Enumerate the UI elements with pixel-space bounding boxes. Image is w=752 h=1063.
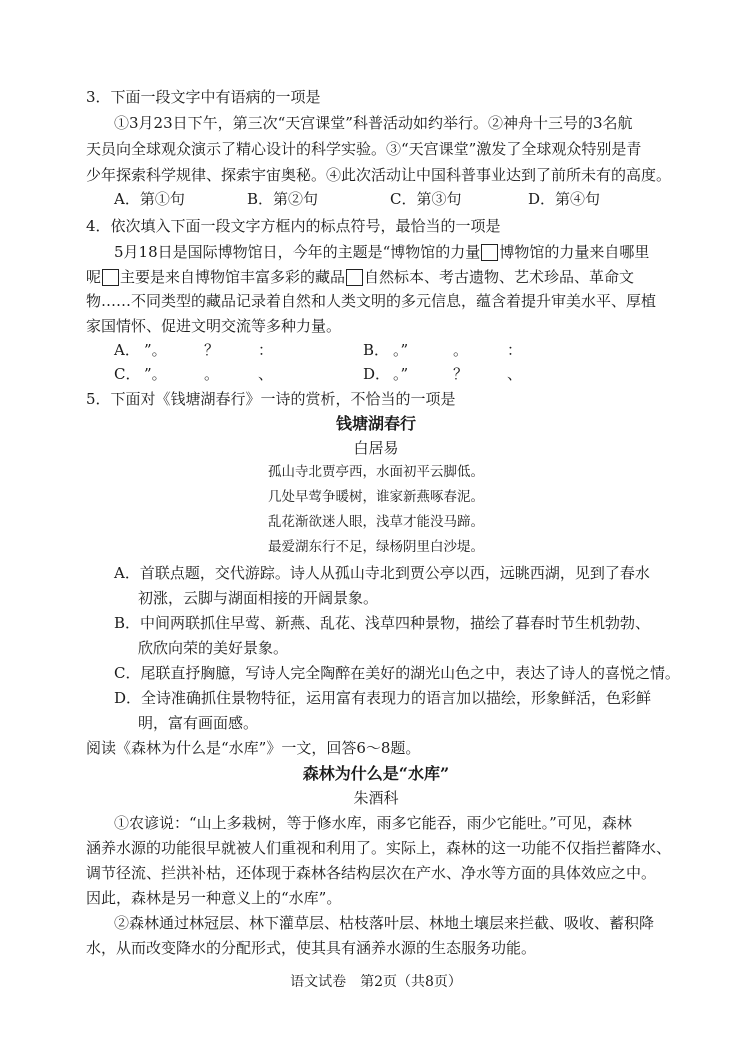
answer-box-1 [481,244,498,261]
q3-para-line: ①3月23日下午，第三次“天宫课堂”科普活动如约举行。②神舟十三号的3名航 [114,114,633,132]
reading-intro: 阅读《森林为什么是“水库”》一文，回答6～8题。 [86,739,421,757]
poem-line: 乱花渐欲迷人眼，浅草才能没马蹄。 [268,514,484,530]
q3-para-line: 少年探索科学规律、探索宇宙奥秘。④此次活动让中国科普事业达到了前所未有的高度。 [86,166,672,184]
reading-p1-line: 涵养水源的功能很早就被人们重视和利用了。实际上，森林的这一功能不仅指拦蓄降水、 [86,839,672,857]
poem-line: 最爱湖东行不足，绿杨阴里白沙堤。 [268,539,484,555]
reading-p1-line: ①农谚说：“山上多栽树，等于修水库，雨多它能吞，雨少它能吐。”可见，森林 [114,814,632,832]
reading-p1-line: 因此，森林是另一种意义上的“水库”。 [86,889,342,907]
q5-option-a: A．首联点题，交代游踪。诗人从孤山寺北到贾公亭以西，远眺西湖，见到了春水 [114,564,650,582]
poem-author: 白居易 [353,439,399,457]
q3-option-d: D．第④句 [528,190,601,208]
reading-p1-line: 调节径流、拦洪补枯，还体现于森林各结构层次在产水、净水等方面的具体效应之中。 [86,864,657,882]
q5-option-d: D．全诗准确抓住景物特征，运用富有表现力的语言加以描绘，形象鲜活，色彩鲜 [114,689,652,707]
q5-option-b: B．中间两联抓住早莺、新燕、乱花、浅草四种景物，描绘了暮春时节生机勃勃、 [114,614,651,632]
q4-line-2: 呢 主要是来自博物馆丰富多彩的藏品 自然标本、考古遗物、艺术珍品、革命文 [86,268,635,286]
q5-stem: 5．下面对《钱塘湖春行》一诗的赏析，不恰当的一项是 [86,390,456,408]
q4-option-b: B． 。” 。 ： [363,341,523,359]
q4-line-4: 家国情怀、促进文明交流等多种力量。 [86,317,342,335]
answer-box-2 [102,269,119,286]
reading-title: 森林为什么是“水库” [302,764,450,783]
q3-para-line: 天员向全球观众演示了精心设计的科学实验。③“天宫课堂”激发了全球观众特别是青 [86,140,642,158]
reading-p2-line: ②森林通过林冠层、林下灌草层、枯枝落叶层、林地土壤层来拦截、吸收、蓄积降 [114,914,655,932]
q5-option-a-cont: 初涨，云脚与湖面相接的开阔景象。 [138,589,379,607]
page-footer: 语文试卷 第2页（共8页） [290,974,462,990]
q4-option-d: D． 。” ？ 、 [363,365,523,383]
poem-line: 孤山寺北贾亭西，水面初平云脚低。 [268,464,484,480]
answer-box-3 [346,269,363,286]
q4-option-c: C． ”。 。 、 [114,365,274,383]
q4-stem: 4．依次填入下面一段文字方框内的标点符号，最恰当的一项是 [86,217,501,235]
q4-line-1: 5月18日是国际博物馆日，今年的主题是“博物馆的力量 博物馆的力量来自哪里 [114,243,650,261]
q3-option-c: C．第③句 [390,190,462,208]
poem-title: 钱塘湖春行 [335,414,416,433]
q3-option-a: A．第①句 [114,190,185,208]
q3-option-b: B．第②句 [247,190,319,208]
q3-stem: 3．下面一段文字中有语病的一项是 [86,88,321,106]
q5-option-d-cont: 明，富有画面感。 [138,714,259,732]
q4-line-3: 物……不同类型的藏品记录着自然和人类文明的多元信息，蕴含着提升审美水平、厚植 [86,292,657,310]
reading-author: 朱酒科 [353,789,399,807]
q4-option-a: A． ”。 ？ ： [114,341,274,359]
q5-option-b-cont: 欣欣向荣的美好景象。 [138,639,289,657]
reading-p2-line: 水，从而改变降水的分配形式，使其具有涵养水源的生态服务功能。 [86,939,537,957]
q5-option-c: C．尾联直抒胸臆，写诗人完全陶醉在美好的湖光山色之中，表达了诗人的喜悦之情。 [114,664,680,682]
poem-line: 几处早莺争暖树，谁家新燕啄春泥。 [268,489,484,505]
